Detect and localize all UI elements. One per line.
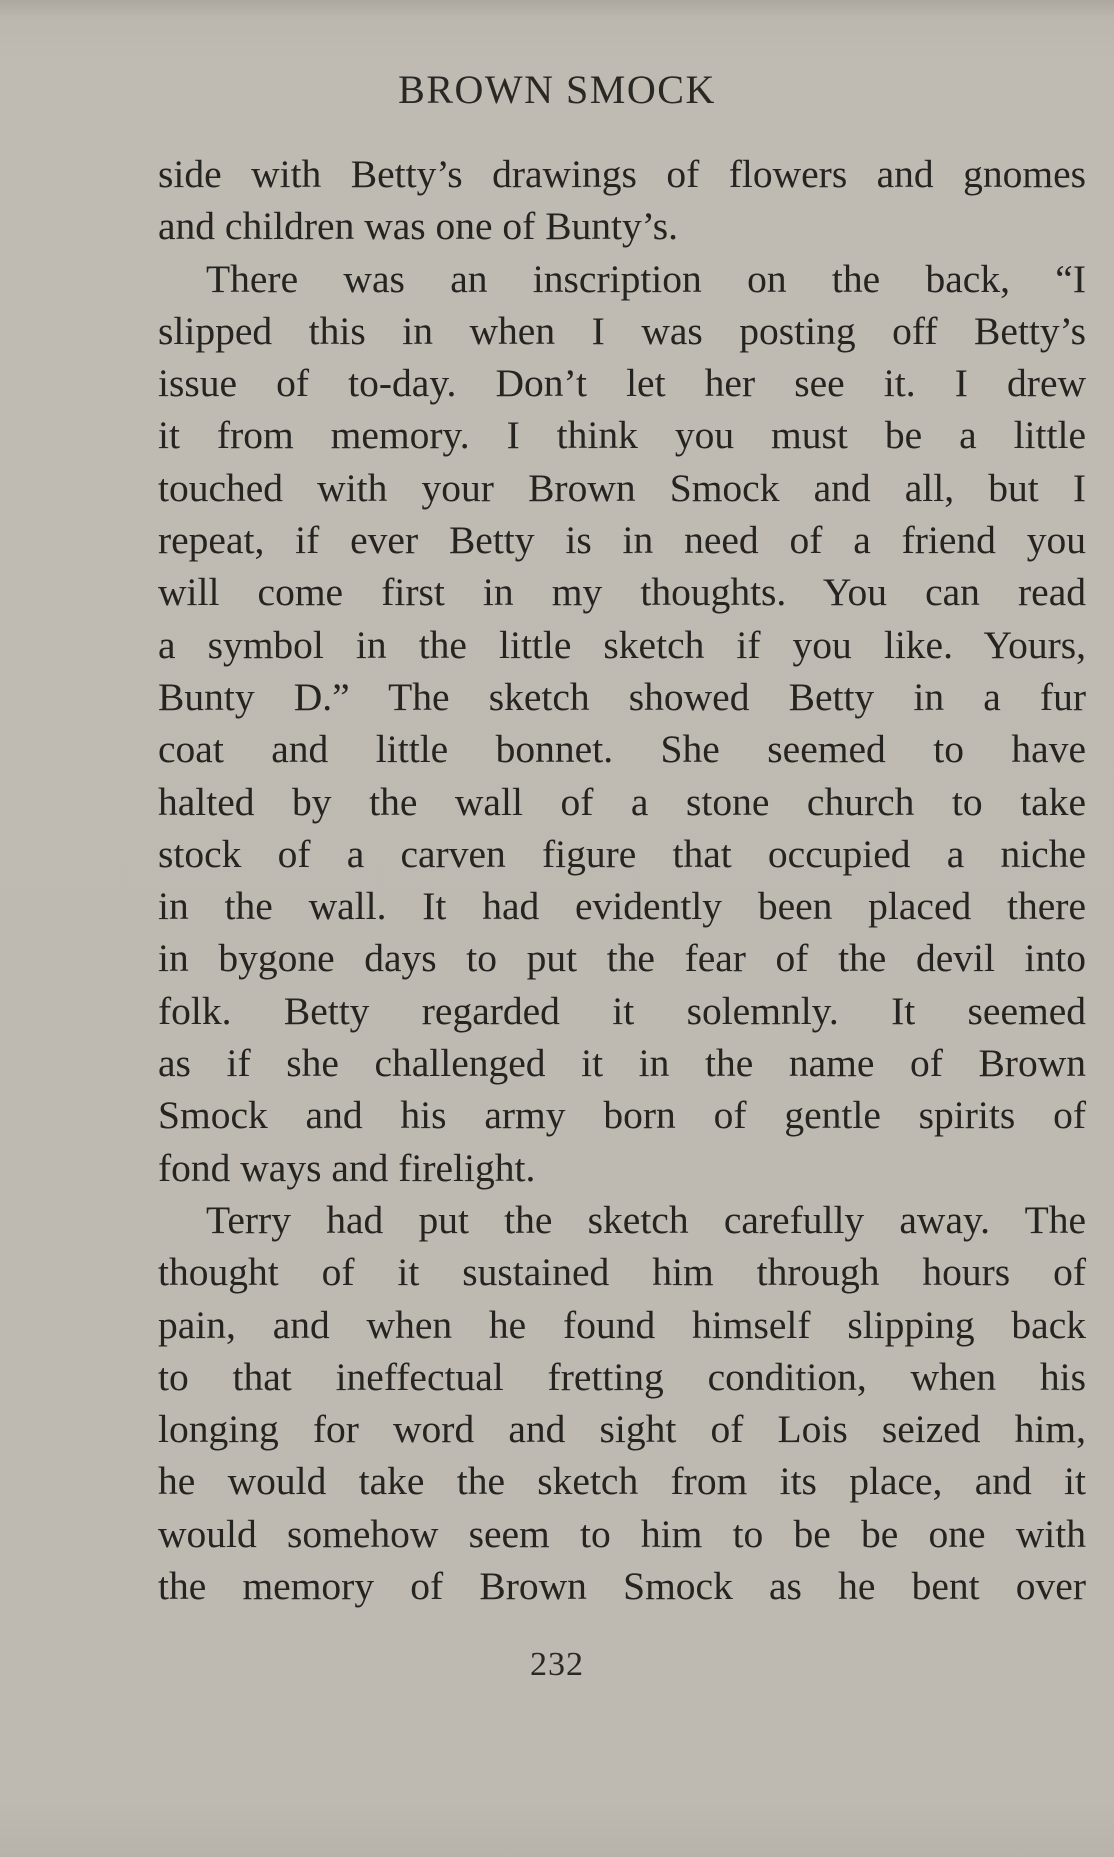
- text-line: folk. Betty regarded it solemnly. It seemed: [158, 988, 1086, 1033]
- text-line: slipped this in when I was posting off Betty’s: [158, 308, 1086, 353]
- text-line: Smock and his army born of gentle spirits of: [158, 1093, 1086, 1138]
- text-line: side with Betty’s drawings of flowers and gnomes: [158, 152, 1086, 196]
- text-line: in the wall. It had evidently been placed there: [158, 884, 1086, 929]
- text-line: he would take the sketch from its place, and it: [158, 1459, 1086, 1504]
- text-line: the memory of Brown Smock as he bent over: [158, 1564, 1086, 1609]
- body-text: [158, 148, 1086, 1612]
- text-line: touched with your Brown Smock and all, but I: [158, 465, 1086, 510]
- text-line: There was an inscription on the back, “I: [206, 256, 1086, 301]
- text-line: repeat, if ever Betty is in need of a friend you: [158, 518, 1086, 563]
- page-number: 232: [530, 1646, 584, 1683]
- text-line: in bygone days to put the fear of the devil into: [158, 936, 1086, 981]
- text-line: thought of it sustained him through hours of: [158, 1250, 1086, 1295]
- text-line: a symbol in the little sketch if you like. Yours,: [158, 622, 1086, 667]
- text-line: and children was one of Bunty’s.: [158, 204, 678, 249]
- text-line: Terry had put the sketch carefully away. The: [206, 1197, 1086, 1242]
- text-line: halted by the wall of a stone church to take: [158, 779, 1086, 824]
- running-head: BROWN SMOCK: [398, 67, 716, 112]
- text-line: it from memory. I think you must be a little: [158, 413, 1086, 458]
- text-line: coat and little bonnet. She seemed to have: [158, 727, 1086, 772]
- text-line: to that ineffectual fretting condition, when his: [158, 1354, 1086, 1399]
- text-line: will come first in my thoughts. You can read: [158, 570, 1086, 615]
- text-line: as if she challenged it in the name of Brown: [158, 1041, 1086, 1086]
- text-line: issue of to-day. Don’t let her see it. I drew: [158, 361, 1086, 406]
- text-line: Bunty D.” The sketch showed Betty in a fur: [158, 674, 1086, 719]
- text-line: fond ways and firelight.: [158, 1145, 536, 1190]
- text-line: pain, and when he found himself slipping back: [158, 1302, 1086, 1347]
- text-line: longing for word and sight of Lois seized him,: [158, 1407, 1086, 1452]
- text-line: stock of a carven figure that occupied a niche: [158, 831, 1086, 876]
- text-line: would somehow seem to him to be be one with: [158, 1511, 1086, 1556]
